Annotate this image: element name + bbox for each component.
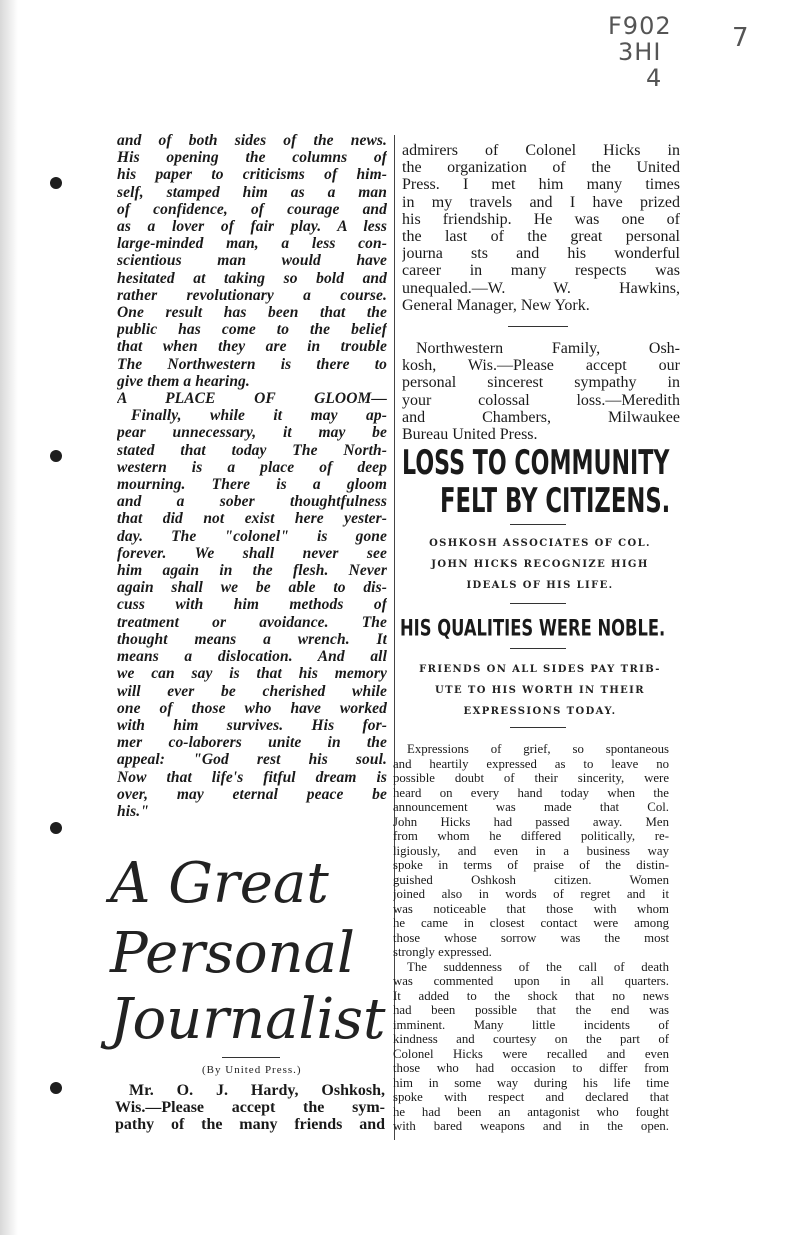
archive-code-mid: 3HI <box>618 38 662 66</box>
text-line: stated that today The North- <box>117 441 387 459</box>
text-line: thought means a wrench. It <box>117 630 387 648</box>
punch-hole <box>50 450 62 462</box>
text-line: again shall we be able to dis- <box>117 579 387 597</box>
text-line: Bureau United Press. <box>402 426 538 444</box>
text-line: rather revolutionary a course. <box>117 286 387 304</box>
byline-credit: (By United Press.) <box>202 1064 302 1076</box>
text-line: unequaled.—W. W. Hawkins, <box>402 279 680 297</box>
text-line: pathy of the many friends and <box>115 1116 385 1134</box>
text-line: cuss with him methods of <box>117 596 387 614</box>
section-rule <box>510 603 566 604</box>
text-line: Finally, while it may ap- <box>131 407 387 425</box>
page-number: 7 <box>732 23 750 53</box>
punch-hole <box>50 1082 62 1094</box>
headline-felt-by-citizens: FELT BY CITIZENS. <box>440 482 671 521</box>
text-line: personal sincerest sympathy in <box>402 374 680 392</box>
credit-rule <box>222 1057 280 1058</box>
left-tribute-text <box>115 1082 385 1134</box>
left-column-text <box>117 132 387 820</box>
text-line: Mr. O. J. Hardy, Oshkosh, <box>129 1082 385 1099</box>
text-line: means a dislocation. And all <box>117 648 387 666</box>
text-line: It added to the shock that no news <box>393 988 669 1003</box>
text-line: One result has been that the <box>117 304 387 322</box>
text-line: spoke in terms of praise of the distin- <box>393 858 669 872</box>
text-line: one of those who have worked <box>117 699 387 717</box>
text-line: mourning. There is a gloom <box>117 476 387 494</box>
text-line: His opening the columns of <box>117 149 387 167</box>
text-line: Colonel Hicks were recalled and even <box>393 1046 669 1061</box>
deck-line: UTE TO HIS WORTH IN THEIR <box>435 685 645 696</box>
archive-code-bottom: 4 <box>646 64 663 92</box>
scan-page-edge <box>0 0 18 1235</box>
text-line: The suddenness of the call of death <box>407 959 669 974</box>
section-rule <box>510 648 566 649</box>
text-line: his." <box>117 802 149 820</box>
text-line: and of both sides of the news. <box>117 132 387 149</box>
text-line: strongly expressed. <box>393 945 492 959</box>
article-paragraph-2 <box>117 407 387 820</box>
text-line: was noticeable that those with whom <box>393 901 669 916</box>
text-line: from whom he differed politically, re- <box>393 829 669 843</box>
text-line: possible doubt of their sincerity, were <box>393 771 669 785</box>
text-line: had been possible that the end was <box>393 1003 669 1017</box>
text-line: career in many respects was <box>402 262 680 280</box>
text-line: and heartily expressed as to leave no <box>393 756 669 771</box>
text-line: those whose sorrow was the most <box>393 930 669 945</box>
text-line: was commented upon in all quarters. <box>393 974 669 988</box>
text-line: Wis.—Please accept the sym- <box>115 1099 385 1117</box>
section-rule <box>510 727 566 728</box>
right-tribute-text-2 <box>402 340 680 443</box>
text-line: General Manager, New York. <box>402 296 590 314</box>
text-line: day. The "colonel" is gone <box>117 527 387 545</box>
text-line: imminent. Many little incidents of <box>393 1017 669 1032</box>
text-line: heard on every hand today when the <box>393 785 669 800</box>
text-line: admirers of Colonel Hicks in <box>402 142 680 159</box>
text-line: and a sober thoughtfulness <box>117 493 387 511</box>
text-line: pear unnecessary, it may be <box>117 424 387 442</box>
text-line: ligiously, and even in a business way <box>393 843 669 858</box>
text-line: will ever be cherished while <box>117 682 387 700</box>
text-line: public has come to the belief <box>117 321 387 339</box>
article-paragraph-1 <box>117 132 387 390</box>
story-paragraph-2 <box>393 960 669 1134</box>
title-line-a-great: A Great <box>110 851 329 916</box>
deck-line: IDEALS OF HIS LIFE. <box>466 580 614 591</box>
text-line: with him survives. His for- <box>117 716 387 734</box>
text-line: his friendship. He was one of <box>402 210 680 228</box>
text-line: him again in the flesh. Never <box>117 562 387 580</box>
text-line: journa sts and his wonderful <box>402 245 680 263</box>
text-line: large-minded man, a less con- <box>117 235 387 253</box>
text-line: as a lover of fair play. A less <box>117 218 387 236</box>
text-line: we can say is that his memory <box>117 665 387 683</box>
text-line: Now that life's fitful dream is <box>117 768 387 786</box>
text-line: kosh, Wis.—Please accept our <box>402 357 680 375</box>
section-rule <box>510 524 566 525</box>
text-line: in my travels and I have prized <box>402 193 680 211</box>
text-line: forever. We shall never see <box>117 544 387 562</box>
subhead-place-of-gloom: A PLACE OF GLOOM— <box>117 390 387 408</box>
text-line: him in some way during his life time <box>393 1075 669 1090</box>
headline-loss-to-community: LOSS TO COMMUNITY <box>402 444 670 483</box>
text-line: The Northwestern is there to <box>117 355 387 373</box>
text-line: of confidence, of courage and <box>117 200 387 218</box>
text-line: announcement was made that Col. <box>393 800 669 814</box>
text-line: mer co-laborers unite in the <box>117 734 387 752</box>
section-rule <box>508 326 568 327</box>
text-line: those who had occasion to differ from <box>393 1061 669 1075</box>
text-line: the last of the great personal <box>402 228 680 246</box>
text-line: hesitated at taking so bold and <box>117 269 387 287</box>
text-line: self, stamped him as a man <box>117 183 387 201</box>
text-line: and Chambers, Milwaukee <box>402 408 680 426</box>
right-tribute-text-1 <box>402 142 680 314</box>
text-line: John Hicks had passed away. Men <box>393 814 669 829</box>
headline-his-qualities: HIS QUALITIES WERE NOBLE. <box>400 616 666 642</box>
text-line: Northwestern Family, Osh- <box>416 340 680 357</box>
punch-hole <box>50 822 62 834</box>
text-line: he had been an antagonist who fought <box>393 1104 669 1119</box>
story-body <box>393 742 669 1134</box>
text-line: he came in closest contact were among <box>393 916 669 930</box>
text-line: joined also in words of regret and it <box>393 887 669 901</box>
deck-line: FRIENDS ON ALL SIDES PAY TRIB- <box>419 664 661 675</box>
story-paragraph-1 <box>393 742 669 960</box>
text-line: spoke with respect and declared that <box>393 1090 669 1104</box>
text-line: treatment or avoidance. The <box>117 613 387 631</box>
text-line: guished Oshkosh citizen. Women <box>393 872 669 887</box>
text-line: kindness and courtesy on the part of <box>393 1032 669 1046</box>
text-line: give them a hearing. <box>117 372 250 390</box>
text-line: over, may eternal peace be <box>117 785 387 803</box>
deck-friends-on-all-sides <box>398 659 682 722</box>
text-line: western is a place of deep <box>117 458 387 476</box>
punch-hole <box>50 177 62 189</box>
text-line: that when they are in trouble <box>117 338 387 356</box>
deck-line: EXPRESSIONS TODAY. <box>463 706 617 717</box>
text-line: the organization of the United <box>402 159 680 177</box>
title-line-personal: Personal <box>110 921 355 986</box>
text-line: Expressions of grief, so spontaneous <box>407 742 669 756</box>
text-line: your colossal loss.—Meredith <box>402 391 680 409</box>
deck-oshkosh-associates <box>398 533 682 596</box>
text-line: scientious man would have <box>117 252 387 270</box>
text-line: appeal: "God rest his soul. <box>117 751 387 769</box>
archive-code-top: F902 <box>608 12 672 40</box>
text-line: his paper to criticisms of him- <box>117 166 387 184</box>
deck-line: JOHN HICKS RECOGNIZE HIGH <box>431 559 649 570</box>
title-line-journalist: Journalist <box>110 987 386 1052</box>
text-line: that did not exist here yester- <box>117 510 387 528</box>
text-line: with bared weapons and in the open. <box>393 1119 669 1133</box>
deck-line: OSHKOSH ASSOCIATES OF COL. <box>429 538 651 549</box>
text-line: Press. I met him many times <box>402 176 680 194</box>
